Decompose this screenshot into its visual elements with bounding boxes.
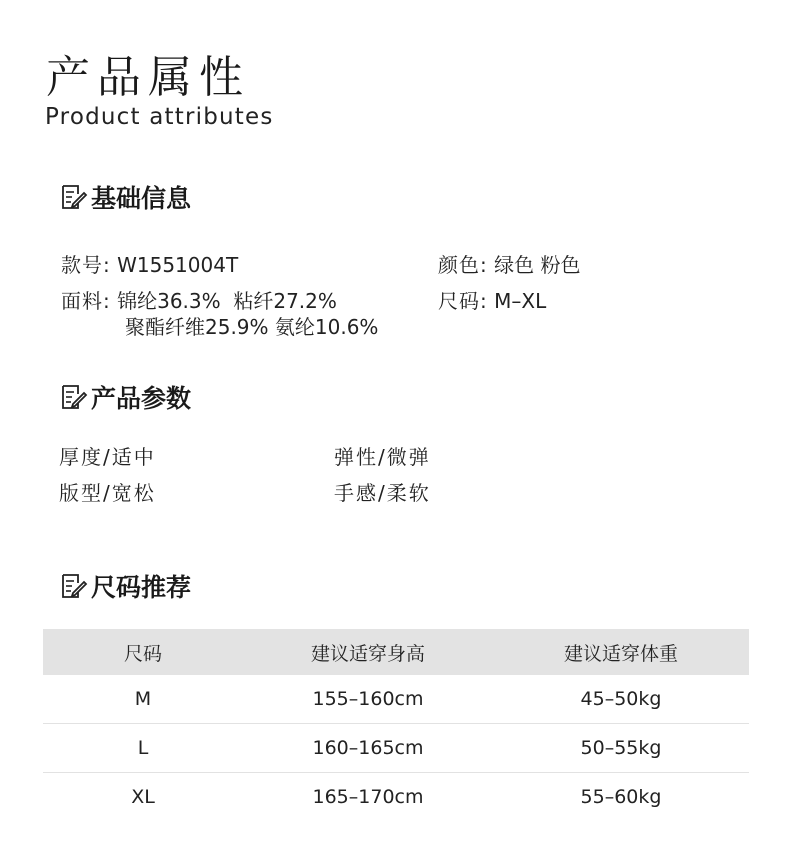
- style-number-label: 款号:: [61, 253, 111, 277]
- fabric-line-2: 聚酯纤维25.9% 氨纶10.6%: [125, 315, 379, 339]
- section-size-header: [60, 569, 191, 603]
- param-fit: 版型/宽松: [59, 481, 156, 505]
- cell-weight: 50–55kg: [580, 737, 662, 759]
- fabric-row: [61, 288, 337, 314]
- cell-size: L: [137, 737, 149, 759]
- size-range-label: 尺码:: [438, 289, 488, 313]
- size-range-row: [438, 288, 546, 314]
- section-basic-info-title: 基础信息: [91, 184, 192, 213]
- cell-weight: 45–50kg: [580, 688, 662, 710]
- table-header: [43, 629, 749, 675]
- cell-height: 155–160cm: [312, 688, 424, 710]
- section-params-header: [60, 380, 191, 414]
- fabric-label: 面料:: [61, 289, 111, 313]
- cell-size: M: [134, 688, 152, 710]
- table-row: [43, 724, 749, 773]
- table-row: [43, 773, 749, 821]
- cell-height: 165–170cm: [312, 786, 424, 808]
- cell-weight: 55–60kg: [580, 786, 662, 808]
- cell-size: XL: [131, 786, 155, 808]
- section-params-title: 产品参数: [91, 384, 192, 413]
- section-size-title: 尺码推荐: [91, 573, 192, 602]
- section-basic-info-header: [60, 180, 191, 214]
- style-number-row: [61, 252, 238, 278]
- cell-height: 160–165cm: [312, 737, 424, 759]
- column-header-height: 建议适穿身高: [310, 642, 425, 665]
- color-label: 颜色:: [438, 253, 488, 277]
- style-number-value: W1551004T: [117, 253, 239, 277]
- page-subtitle: Product attributes: [45, 104, 274, 130]
- color-row: [438, 252, 580, 278]
- page-title: 产品属性: [46, 52, 250, 103]
- color-value: 绿色 粉色: [494, 253, 581, 277]
- param-elasticity: 弹性/微弹: [334, 445, 431, 469]
- fabric-line-1: 锦纶36.3% 粘纤27.2%: [117, 289, 337, 313]
- table-row: [43, 675, 749, 724]
- edit-document-icon: [60, 383, 88, 411]
- size-range-value: M–XL: [494, 289, 547, 313]
- param-feel: 手感/柔软: [334, 481, 431, 505]
- edit-document-icon: [60, 183, 88, 211]
- edit-document-icon: [60, 572, 88, 600]
- size-table: [43, 629, 749, 821]
- column-header-weight: 建议适穿体重: [563, 642, 678, 665]
- param-thickness: 厚度/适中: [59, 445, 156, 469]
- column-header-size: 尺码: [123, 642, 162, 665]
